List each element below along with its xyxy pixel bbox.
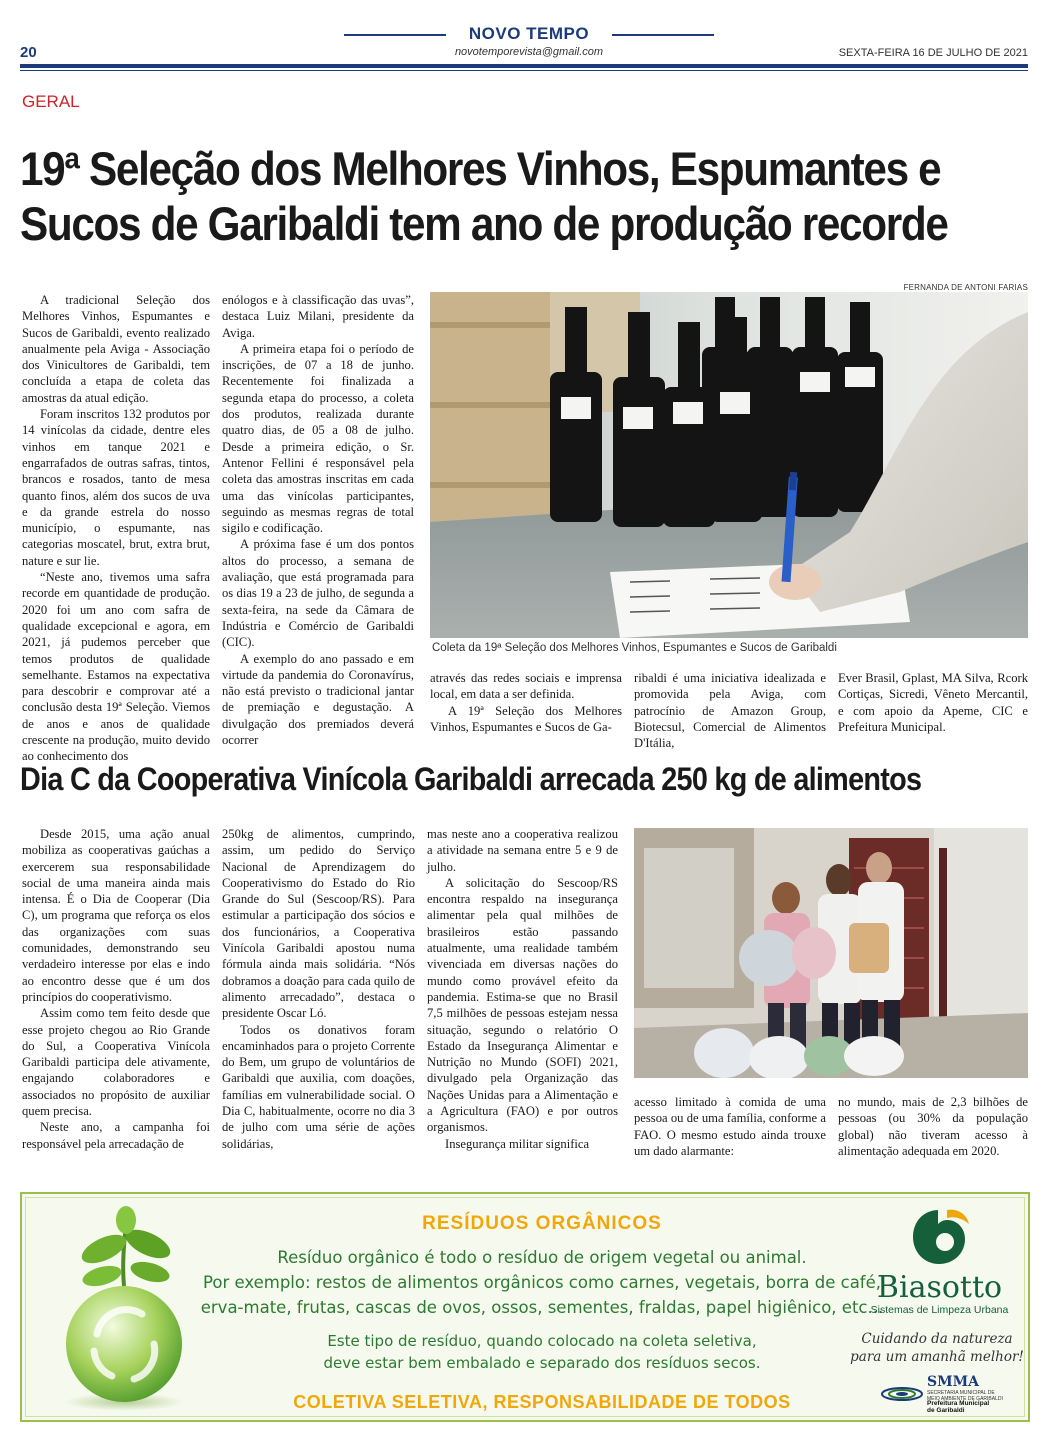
paragraph: A primeira etapa foi o período de inscrições, de 07 a 18 de junho. Recentemente foi finalizada a segunda etapa do processo, a coleta dos produtos, realizada durante quatro dias, de 05 a 08 de julho. Desde a primeira edição, o Sr. Antenor Fellini é responsável pela coleta das amostras inscritas em cada uma das vinícolas participantes, seguindo as mesmas regras de total sigilo e codificação. <box>222 341 414 536</box>
headline-line-1: 19ª Seleção dos Melhores Vinhos, Espumantes e <box>20 142 941 195</box>
article1-column-1 <box>22 292 210 765</box>
ad-text-line-2: Por exemplo: restos de alimentos orgânicos como carnes, vegetais, borra de café, <box>202 1273 882 1292</box>
paragraph: A tradicional Seleção dos Melhores Vinhos, Espumantes e Sucos de Garibaldi, evento realizado anualmente pela Aviga - Associação dos Vinicultores de Garibaldi, tem concluída a etapa de coleta das amostras da atual edição. <box>22 293 210 405</box>
ad-text-line-3: erva-mate, frutas, cascas de ovos, ossos, sementes, fraldas, papel higiênico, etc... <box>200 1298 884 1317</box>
ad-title: RESÍDUOS ORGÂNICOS <box>422 1213 662 1234</box>
article1-column-2 <box>222 292 414 748</box>
article1-column-4 <box>634 670 826 751</box>
publication-title: NOVO TEMPO <box>468 24 590 43</box>
page-number: 20 <box>20 44 37 61</box>
paragraph: Ever Brasil, Gplast, MA Silva, Rcork Cortiças, Sicredi, Vêneto Mercantil, e com apoio da Apeme, CIC e Prefeitura Municipal. <box>838 671 1028 734</box>
article2-column-3 <box>427 826 618 1152</box>
paragraph: A solicitação do Sescoop/RS encontra respaldo na insegurança alimentar pela qual milhões de brasileiros estão passando atualmente, uma realidade também vivenciada em diversas nações do mundo como provável efeito da pandemia. Estima-se que no Brasil 7,5 milhões de pessoas estejam nessa situação, segundo o relatório O Estado da Insegurança Alimentar e Nutrição no Mundo (SOFI) 2021, divulgado pela Organização das Nações Unidas para a Alimentação e a Agricultura (FAO) e por outros organismos. <box>427 875 618 1135</box>
plant-globe-icon <box>42 1204 207 1414</box>
ad-footer-slogan: COLETIVA SELETIVA, RESPONSABILIDADE DE TODOS <box>293 1392 791 1412</box>
prefeitura-line-1: Prefeitura Municipal <box>927 1400 990 1407</box>
article-headline <box>20 141 948 251</box>
paragraph: A exemplo do ano passado e em virtude da pandemia do Coronavírus, não está previsto o tradicional jantar de premiação e degustação. A divulgação dos premiados deverá ocorrer <box>222 651 414 748</box>
paragraph: acesso limitado à comida de uma pessoa ou de uma família, conforme a FAO. O mesmo estudo ainda trouxe um dado alarmante: <box>634 1095 826 1158</box>
smma-logo-text: SMMA <box>927 1374 979 1390</box>
paragraph: A 19ª Seleção dos Melhores Vinhos, Espumantes e Sucos de Ga- <box>430 703 622 734</box>
paragraph: Foram inscritos 132 produtos por 14 vinícolas da cidade, dentre eles vinhos em tanque 2021 e engarrafados de outras safras, tintos, brancos e rosados, tanto de mesa quanto finos, além dos sucos de uva e da grande estrela do nosso município, o espumante, nas categorias moscatel, brut, extra brut, nature e sur lie. <box>22 407 210 568</box>
paragraph: A próxima fase é um dos pontos altos do processo, a semana de avaliação, que está programada para os dias 19 a 23 de julho, de segunda a sexta-feira, na sede da Câmara de Indústria e Comércio de Garibaldi (CIC). <box>222 537 414 650</box>
slogan-line-1: Cuidando da natureza <box>861 1331 1013 1347</box>
photo-credit: FERNANDA DE ANTONI FARIAS <box>903 283 1028 292</box>
donation-photo <box>634 828 1028 1078</box>
paragraph: Insegurança militar significa <box>445 1136 590 1151</box>
paragraph: 250kg de alimentos, cumprindo, assim, um pedido do Serviço Nacional de Aprendizagem do Cooperativismo do Estado do Rio Grande do Sul (Sescoop/RS). Para estimular a participação dos sócios e dos funcionários, a Cooperativa Vinícola Garibaldi apostou numa fórmula ainda mais solidária. “Nós dobramos a doação para cada quilo de alimento arrecadado”, destaca o presidente Oscar Ló. <box>222 827 415 1021</box>
ad-text-line-1: Resíduo orgânico é todo o resíduo de origem vegetal ou animal. <box>277 1248 807 1267</box>
photo-caption: Coleta da 19ª Seleção dos Melhores Vinhos, Espumantes e Sucos de Garibaldi <box>432 642 837 654</box>
brand-slogan <box>842 1330 1032 1366</box>
article2-headline: Dia C da Cooperativa Vinícola Garibaldi arrecada 250 kg de alimentos <box>20 761 922 797</box>
header-divider <box>20 64 1028 68</box>
article1-column-5 <box>838 670 1028 735</box>
wine-photo-illustration <box>430 292 1028 638</box>
wine-bottles-photo <box>430 292 1028 638</box>
paragraph: no mundo, mais de 2,3 bilhões de pessoas (ou 30% da população global) não tiveram acesso à alimentação adequada em 2020. <box>838 1095 1028 1158</box>
paragraph: Desde 2015, uma ação anual mobiliza as cooperativas gaúchas a exercerem sua responsabilidade social de uma maneira ainda mais intensa. É o Dia de Cooperar (Dia C), um programa que reforça os elos das organizações com suas comunidades, demonstrando seu verdadeiro interesse por elas e indo ao encontro desse que é um dos princípios do cooperativismo. <box>22 827 210 1004</box>
headline-line-2: Sucos de Garibaldi tem ano de produção recorde <box>20 197 948 250</box>
ad-text-line-4: Este tipo de resíduo, quando colocado na coleta seletiva, <box>327 1332 757 1350</box>
smma-subtitle: SECRETARIA MUNICIPAL DE MEIO AMBIENTE DE GARIBALDI <box>927 1390 1003 1402</box>
article2-column-2 <box>222 826 415 1152</box>
smma-waves-icon <box>880 1379 924 1409</box>
paragraph: mas neste ano a cooperativa realizou a atividade na semana entre 5 e 9 de julho. <box>427 827 618 874</box>
brand-name: Biasotto <box>876 1270 1003 1305</box>
prefeitura-label <box>927 1400 1007 1414</box>
paragraph: Assim como tem feito desde que esse projeto chegou ao Rio Grande do Sul, a Cooperativa Vinícola Garibaldi participa dele ativamente, engajando colaboradores e associados no propósito de auxiliar quem precisa. <box>22 1006 210 1119</box>
ad-text-line-5: deve estar bem embalado e separado dos resíduos secos. <box>323 1354 761 1372</box>
paragraph: Neste ano, a campanha foi responsável pela arrecadação de <box>22 1120 210 1151</box>
paragraph: Todos os donativos foram encaminhados para o projeto Corrente do Bem, um grupo de voluntários de Garibaldi que auxilia, com doações, famílias em vulnerabilidade social. O Dia C, habitualmente, ocorre no dia 3 de julho com uma série de ações solidárias, <box>222 1022 415 1151</box>
paragraph: ribaldi é uma iniciativa idealizada e promovida pela Aviga, com patrocínio de Amazon Group, Biotecsul, Comercial de Alimentos D'Itália, <box>634 671 826 751</box>
brand-subtitle: Sistemas de Limpeza Urbana <box>870 1304 1009 1316</box>
article1-column-3 <box>430 670 622 735</box>
prefeitura-line-2: de Garibaldi <box>927 1407 965 1414</box>
donation-photo-illustration <box>634 828 1028 1078</box>
section-label: GERAL <box>22 92 80 111</box>
article2-column-4 <box>634 1094 826 1159</box>
publication-email[interactable]: novotemporevista@gmail.com <box>454 46 604 58</box>
biasotto-logo-icon <box>907 1206 972 1268</box>
article2-column-1 <box>22 826 210 1152</box>
article2-column-5 <box>838 1094 1028 1159</box>
paragraph: enólogos e à classificação das uvas”, destaca Luiz Milani, presidente da Aviga. <box>222 293 414 340</box>
paragraph: através das redes sociais e imprensa local, em data a ser definida. <box>430 671 622 702</box>
paragraph: “Neste ano, tivemos uma safra recorde em quantidade de produção. 2020 foi um ano com safra de qualidade excepcional e agora, em 2021, já pudemos perceber que temos produtos de qualidade semelhante. Estamos na expectativa para descobrir e comprovar até a conclusão desta 19ª Seleção. Viemos de anos e anos de qualidade crescente na produção, muito devido ao conhecimento dos <box>22 570 210 764</box>
organic-waste-ad <box>20 1192 1030 1422</box>
header-divider-thin <box>20 70 1028 71</box>
publication-date: SEXTA-FEIRA 16 DE JULHO DE 2021 <box>838 47 1028 59</box>
slogan-line-2: para um amanhã melhor! <box>850 1349 1024 1365</box>
